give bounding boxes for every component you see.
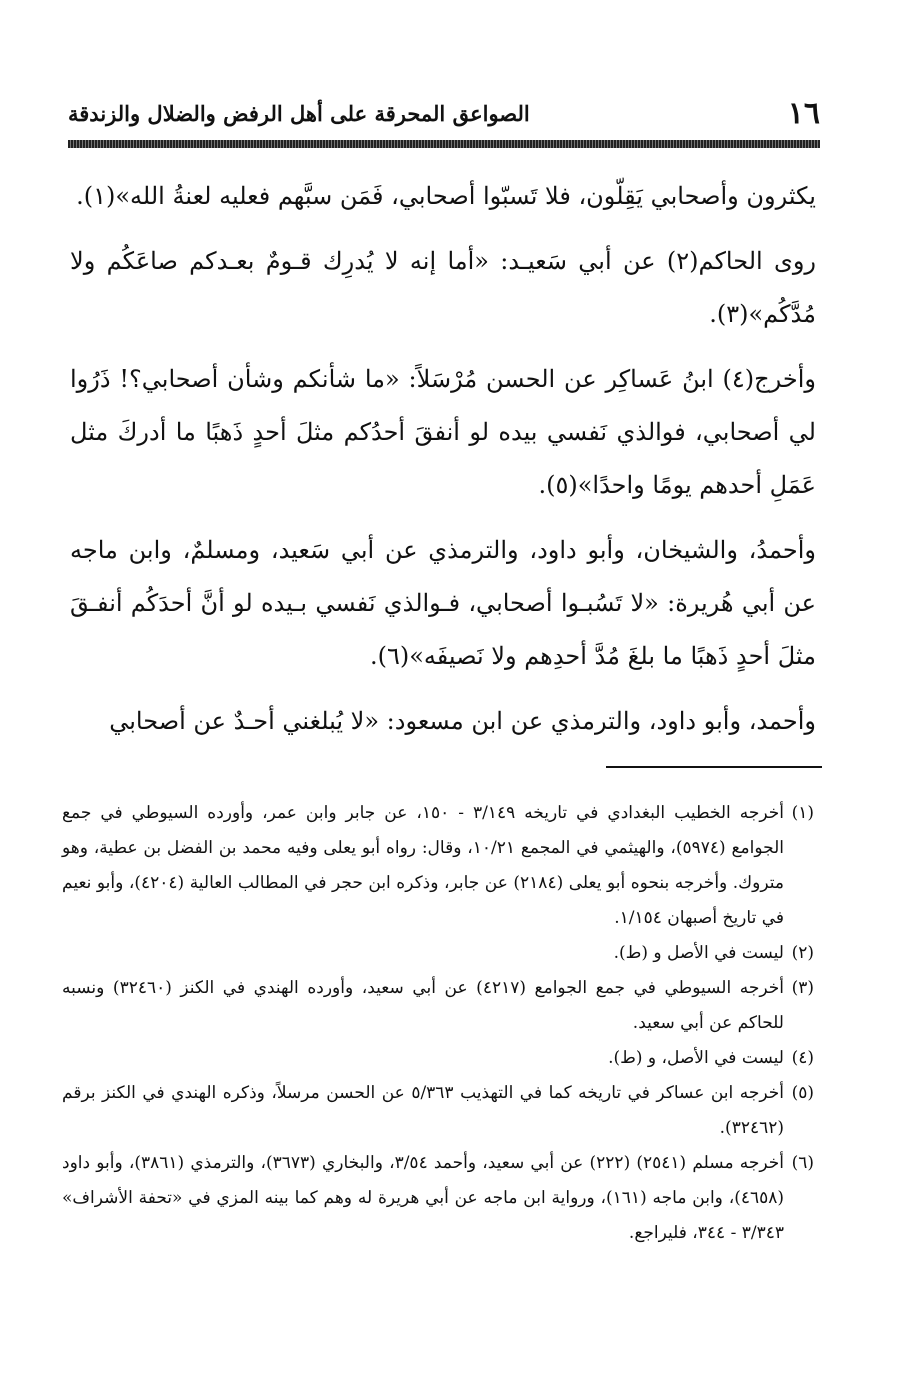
running-title: الصواعق المحرقة على أهل الرفض والضلال والزندقة — [68, 101, 530, 126]
footnote — [62, 1041, 814, 1076]
footnote-text: أخرجه مسلم (٢٥٤١) (٢٢٢) عن أبي سعيد، وأحمد ٣/٥٤، والبخاري (٣٦٧٣)، والترمذي (٣٨٦١)، وأبو داود (٤٦٥٨)، وابن ماجه (١٦١)، ورواية ابن ماجه عن أبي هريرة له وهم كما بينه المزي في «تحفة الأشراف» ٣/٣٤٣ - ٣٤٤، فليراجع. — [62, 1153, 784, 1243]
footnote-mark: (٣) — [791, 978, 814, 998]
footnote-mark: (١) — [791, 803, 814, 823]
footnote-text: أخرجه السيوطي في جمع الجوامع (٤٢١٧) عن أبي سعيد، وأورده الهندي في الكنز (٣٢٤٦٠) ونسبه للحاكم عن أبي سعيد. — [62, 978, 784, 1033]
footnote-text: أخرجه ابن عساكر في تاريخه كما في التهذيب ٥/٣٦٣ عن الحسن مرسلاً، وذكره الهندي في الكنز برقم (٣٢٤٦٢). — [62, 1083, 784, 1138]
footnote-text: أخرجه الخطيب البغدادي في تاريخه ٣/١٤٩ - ١٥٠، عن جابر وابن عمر، وأورده السيوطي في جمع الجوامع (٥٩٧٤)، والهيثمي في المجمع ١٠/٢١، وقال: رواه أبو يعلى وفيه محمد بن الفضل بن عطية، وهو متروك. وأخرجه بنحوه أبو يعلى (٢١٨٤) عن جابر، وذكره ابن حجر في المطالب العالية (٤٢٠٤)، وأبو نعيم في تاريخ أصبهان ١/١٥٤. — [62, 803, 785, 928]
paragraph: يكثرون وأصحابي يَقِلّون، فلا تَسبّوا أصحابي، فَمَن سبَّهم فعليه لعنةُ الله»(١). — [76, 182, 816, 210]
paragraph: وأحمد، وأبو داود، والترمذي عن ابن مسعود: «لا يُبلغني أحـدٌ عن أصحابي — [109, 707, 816, 735]
footnote — [62, 1146, 814, 1251]
footnote-separator — [606, 766, 822, 768]
footnote — [62, 796, 814, 936]
footnote-mark: (٥) — [791, 1083, 814, 1103]
paragraph: وأخرج(٤) ابنُ عَساكِر عن الحسن مُرْسَلاً: «ما شأنكم وشأن أصحابي؟! ذَرُوا لي أصحابي، فوالذي نَفسي بيده لو أنفقَ أحدُكم مثلَ أحدٍ ذَهبًا ما أدركَ مثل عَمَلِ أحدهم يومًا واحدًا»(٥). — [70, 365, 816, 499]
footnote — [62, 1076, 814, 1146]
main-text — [70, 170, 816, 748]
paragraph: روى الحاكم(٢) عن أبي سَعيـد: «أما إنه لا يُدرِك قـومٌ بعـدكم صاعَكُم ولا مُدَّكُم»(٣). — [70, 247, 817, 328]
footnote-mark: (٤) — [791, 1048, 814, 1068]
footnote-text: ليست في الأصل، و (ط). — [608, 1048, 784, 1068]
footnote — [62, 971, 814, 1041]
footnote-mark: (٢) — [791, 943, 814, 963]
footnotes — [62, 796, 814, 1251]
page-header — [68, 96, 820, 132]
footnote-mark: (٦) — [791, 1153, 814, 1173]
paragraph: وأحمدُ، والشيخان، وأبو داود، والترمذي عن أبي سَعيد، ومسلمٌ، وابن ماجه عن أبي هُريرة: «لا تَسُبـوا أصحابي، فـوالذي نَفسي بـيده لو أنَّ أحدَكُم أنفـقَ مثلَ أحدٍ ذَهبًا ما بلغَ مُدَّ أحدِهم ولا نَصيفَه»(٦). — [70, 536, 816, 670]
footnote-text: ليست في الأصل و (ط). — [613, 943, 784, 963]
footnote — [62, 936, 814, 971]
page-number: ١٦ — [787, 96, 820, 131]
header-rule — [68, 140, 820, 148]
